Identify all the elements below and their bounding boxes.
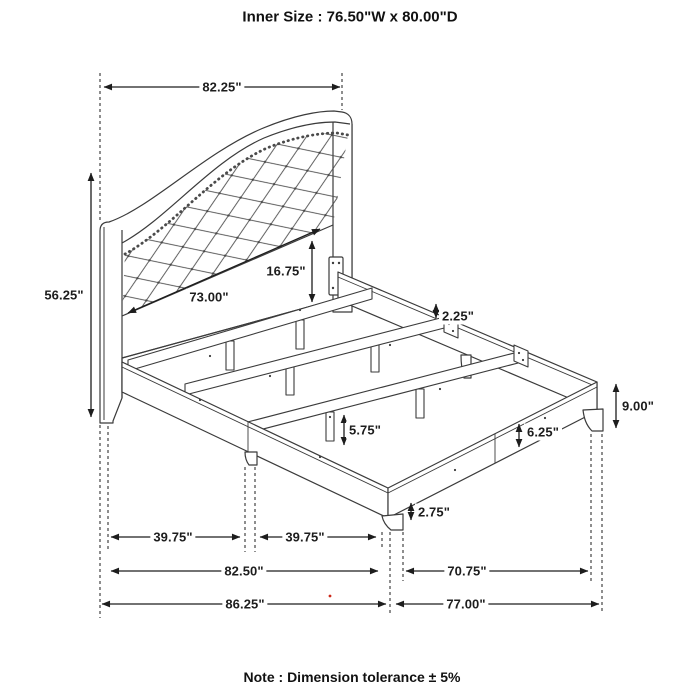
near-rail-middle-leg (245, 452, 257, 465)
right-corner-leg (583, 409, 603, 431)
near-side-rail (122, 362, 388, 518)
dim-frame-length-label: 77.00" (443, 596, 488, 613)
dim-inner-length-label: 70.75" (444, 563, 489, 580)
red-speck (329, 595, 332, 598)
dim-slat-thickness-label: 2.25" (439, 308, 477, 325)
dim-inner-panel-width-label: 73.00" (186, 289, 231, 306)
dim-corner-leg-height-label: 2.75" (415, 504, 453, 521)
slat-leg (286, 366, 294, 395)
dim-span-left-label: 39.75" (150, 529, 195, 546)
slat-leg (371, 343, 379, 372)
slat-leg (416, 389, 424, 418)
dim-headboard-height-label: 56.25" (41, 287, 86, 304)
dim-rail-length-label: 82.50" (221, 563, 266, 580)
slat-leg (296, 320, 304, 349)
dim-side-rail-height-label: 6.25" (524, 424, 562, 441)
dim-headboard-width-label: 82.25" (199, 79, 244, 96)
dim-span-right-label: 39.75" (282, 529, 327, 546)
diagram-title: Inner Size : 76.50"W x 80.00"D (242, 8, 458, 26)
dim-panel-to-rail-label: 16.75" (263, 263, 308, 280)
dim-overall-length-label: 86.25" (222, 596, 267, 613)
slat-leg (226, 341, 234, 370)
dim-rail-with-leg-label: 9.00" (619, 398, 657, 415)
front-corner-leg (382, 514, 403, 530)
dim-slat-leg-height-label: 5.75" (346, 422, 384, 439)
tolerance-note: Note : Dimension tolerance ± 5% (243, 669, 461, 685)
